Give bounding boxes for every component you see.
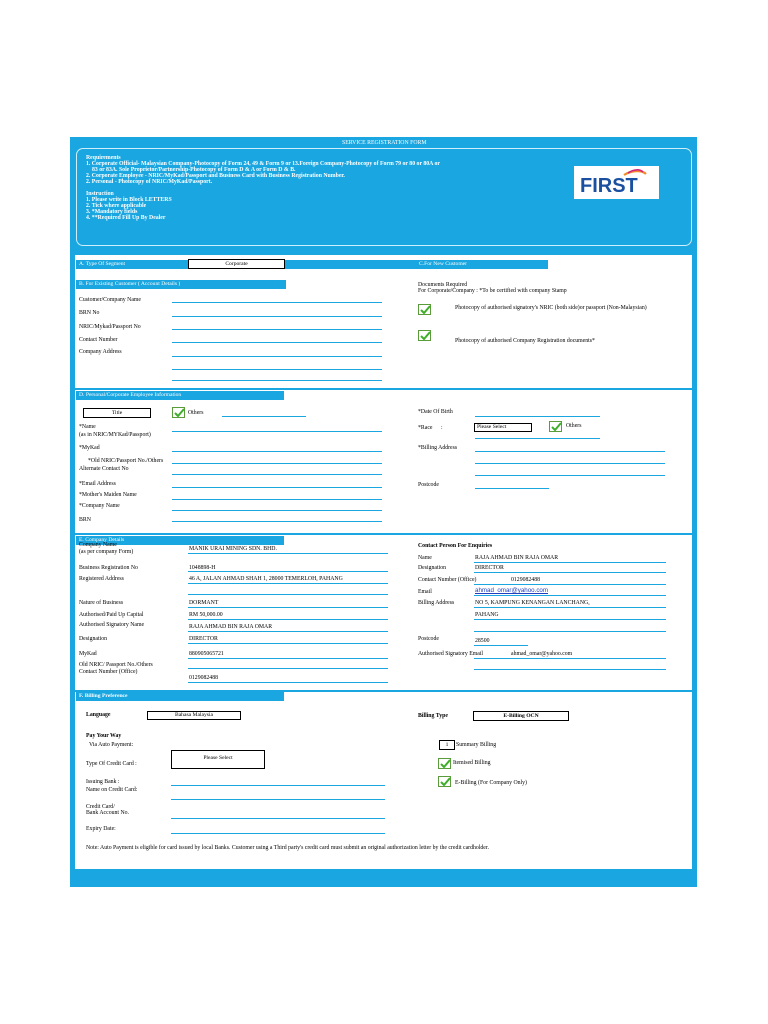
instruction-1: 1. Please write in Block LETTERS (86, 197, 172, 203)
cp-billing-value-1: NO 5, KAMPUNG KENANGAN LANCHANG, (475, 600, 590, 606)
brn-label: BRN No (79, 310, 100, 316)
requirements-heading: Requirements (86, 155, 121, 161)
requirement-2: 2. Corporate Employee - NRIC/MyKad/Passport and Business Card with Business Registration Number. (86, 173, 345, 179)
cp-email-label: Email (418, 589, 432, 595)
name-on-card-field[interactable] (171, 799, 385, 800)
mykad-label: *MyKad (79, 445, 100, 451)
title-others-checkbox[interactable] (172, 407, 185, 418)
logo-text: FIRST (580, 175, 638, 197)
billing-address-field-2[interactable] (475, 463, 665, 464)
cp-designation-field[interactable] (474, 572, 666, 573)
logo (574, 166, 659, 199)
race-select[interactable]: Please Select (474, 423, 532, 432)
maiden-label: *Mother's Maiden Name (79, 492, 137, 498)
race-others-label: Others (566, 423, 582, 429)
section-b-header: B. For Existing Customer ( Account Details ) (76, 280, 286, 289)
first-logo-icon (574, 166, 659, 199)
title-others-field[interactable] (222, 416, 306, 417)
title-others-label: Others (188, 410, 204, 416)
summary-billing-checkbox[interactable]: 1 (439, 740, 455, 750)
check-icon (551, 422, 562, 432)
doc2-label: Photocopy of authorised Company Registration documents* (455, 338, 595, 344)
nric-label: NRIC/Mykad/Passport No (79, 324, 141, 330)
section-a-header: A. Type Of Segment (76, 260, 416, 269)
cp-billing-value-2: PAHANG (475, 612, 499, 618)
race-colon: : (441, 425, 443, 431)
contact-office-value: 0129082488 (189, 675, 218, 681)
company-old-nric-label: Old NRIC/ Passport No./Others (79, 662, 153, 668)
alt-contact-field[interactable] (172, 474, 382, 475)
race-label: *Race (418, 425, 433, 431)
nature-field[interactable] (188, 607, 388, 608)
capital-label: Authorised/Paid Up Capital (79, 612, 144, 618)
reg-address-field-2[interactable] (188, 594, 388, 595)
cp-email-value[interactable]: ahmad_omar@yahoo.com (475, 587, 549, 594)
company-brn-field[interactable] (188, 571, 388, 572)
itemised-billing-label: Itemised Billing (453, 760, 491, 766)
section-d-header: D. Personal/Corporate Employee Information (76, 391, 284, 400)
nature-label: Nature of Business (79, 600, 124, 606)
contact-person-heading: Contact Person For Enquiries (418, 543, 493, 549)
alt-contact-label: Alternate Contact No (79, 466, 129, 472)
cp-email-field[interactable] (474, 595, 666, 596)
cp-name-field[interactable] (474, 562, 666, 563)
issuing-bank-field[interactable] (171, 785, 385, 786)
pay-heading: Pay Your Way (86, 733, 122, 739)
itemised-billing-checkbox[interactable] (438, 758, 451, 769)
name-field[interactable] (172, 431, 382, 432)
name-sub-label: (as in NRIC/MYKad/Passport) (79, 432, 151, 438)
nric-field[interactable] (172, 329, 382, 330)
check-icon (174, 408, 185, 418)
section-f-header: F. Billing Preference (76, 692, 284, 701)
instruction-4: 4. **Required Fill Up By Dealer (86, 215, 166, 221)
cp-billing-label: Billing Address (418, 600, 455, 606)
designation-field[interactable] (188, 643, 388, 644)
cp-billing-field-1[interactable] (474, 607, 666, 608)
cp-billing-field-2[interactable] (474, 619, 666, 620)
ebilling-checkbox[interactable] (438, 776, 451, 787)
billing-address-label: *Billing Address (418, 445, 458, 451)
cp-billing-field-3[interactable] (474, 631, 666, 632)
doc2-checkbox[interactable] (418, 330, 431, 341)
cp-designation-label: Designation (418, 565, 447, 571)
docs-required: Documents Required (418, 282, 468, 288)
address-field-2[interactable] (172, 369, 382, 370)
billing-type-select[interactable]: E-Billing OCN (473, 711, 569, 721)
capital-value: RM 50,000.00 (189, 612, 223, 618)
summary-billing-label: Summary Billing (456, 742, 497, 748)
address-field-1[interactable] (172, 356, 382, 357)
form-title: SERVICE REGISTRATION FORM (342, 140, 427, 146)
name-label: *Name (79, 424, 96, 430)
issuing-bank-label: Issuing Bank : (86, 779, 120, 785)
ebilling-label: E-Billing (For Company Only) (455, 780, 527, 786)
signatory-field[interactable] (188, 631, 388, 632)
billing-type-label: Billing Type (418, 713, 448, 719)
company-name-field[interactable] (188, 553, 388, 554)
reg-address-field-1[interactable] (188, 583, 388, 584)
brn-d-field[interactable] (172, 521, 382, 522)
company-old-nric-field[interactable] (188, 668, 388, 669)
mykad-field[interactable] (172, 451, 382, 452)
divider (75, 388, 692, 390)
card-no-label-1: Credit Card/ (86, 804, 115, 810)
company-mykad-value: 880905065721 (189, 651, 224, 657)
company-brn-value: 1048898-H (189, 565, 216, 571)
designation-label: Designation (79, 636, 108, 642)
auth-email-value: ahmad_omar@yahoo.com (511, 651, 573, 657)
contact-office-field[interactable] (188, 682, 388, 683)
language-label: Language (86, 712, 111, 718)
company-label: *Company Name (79, 503, 120, 509)
cp-postcode-field[interactable] (474, 645, 528, 646)
maiden-field[interactable] (172, 499, 382, 500)
company-field[interactable] (172, 510, 382, 511)
brn-field[interactable] (172, 316, 382, 317)
contact-field[interactable] (172, 342, 382, 343)
reg-address-label: Registered Address (79, 576, 124, 582)
race-others-field[interactable] (475, 438, 600, 439)
section-e-header: E. Company Details (76, 536, 284, 545)
card-type-select[interactable]: Please Select (171, 750, 265, 769)
cp-postcode-value: 28500 (475, 638, 490, 644)
expiry-label: Expiry Date: (86, 826, 116, 832)
company-mykad-label: MyKad (79, 651, 97, 657)
instruction-2: 2. Tick where applicable (86, 203, 147, 209)
postcode-field[interactable] (475, 488, 549, 489)
contact-label: Contact Number (79, 337, 118, 343)
card-type-label: Type Of Credit Card : (86, 761, 137, 767)
requirement-1: 1. Corporate Official- Malaysian Company-Photocopy of Form 24, 49 & Form 9 or 13.Foreign Company-Photocopy of Form 79 or 80 or 80A or (86, 161, 440, 167)
instruction-3: 3. *Mandatory fields (86, 209, 138, 215)
cp-name-label: Name (418, 555, 432, 561)
company-name-value: MANIK URAI MINING SDN. BHD. (189, 546, 277, 552)
doc1-label: Photocopy of authorised signatory's NRIC (both side)or passport (Non-Malaysian) (455, 305, 647, 311)
old-nric-field[interactable] (172, 463, 382, 464)
expiry-field[interactable] (171, 833, 385, 834)
check-icon (420, 305, 431, 315)
check-icon (420, 331, 431, 341)
company-brn-label: Business Registration No (79, 565, 138, 571)
signatory-value: RAJA AHMAD BIN RAJA OMAR (189, 624, 273, 630)
company-name-label: Company Name (79, 542, 117, 548)
card-no-field[interactable] (171, 818, 385, 819)
contact-office-label: Contact Number (Office) (79, 669, 138, 675)
auto-pay-label: Via Auto Payment: (89, 742, 134, 748)
email-field[interactable] (172, 487, 382, 488)
designation-value: DIRECTOR (189, 636, 218, 642)
check-icon (440, 777, 451, 787)
cp-contact-label: Contact Number (Office) (418, 577, 477, 583)
billing-address-field-1[interactable] (475, 451, 665, 452)
old-nric-label: *Old NRIC/Passport No./Others (88, 458, 164, 464)
race-others-checkbox[interactable] (549, 421, 562, 432)
segment-select[interactable]: Corporate (188, 259, 285, 269)
auth-email-label: Authorised Signatory Email (418, 651, 484, 657)
reg-address-value: 46 A, JALAN AHMAD SHAH 1, 28000 TEMERLOH, PAHANG (189, 576, 343, 582)
section-c-header: C.For New Customer (416, 260, 548, 269)
company-mykad-field[interactable] (188, 658, 388, 659)
customer-name-label: Customer/Company Name (79, 297, 141, 303)
customer-name-field[interactable] (172, 302, 382, 303)
signatory-label: Authorised Signatory Name (79, 622, 145, 628)
address-field-3[interactable] (172, 380, 382, 381)
cp-designation-value: DIRECTOR (475, 565, 504, 571)
cp-name-value: RAJA AHMAD BIN RAJA OMAR (475, 555, 559, 561)
doc1-checkbox[interactable] (418, 304, 431, 315)
language-select[interactable]: Bahasa Malaysia (147, 711, 241, 720)
postcode-label: Postcode (418, 482, 439, 488)
nature-value: DORMANT (189, 600, 219, 606)
extra-field[interactable] (474, 669, 666, 670)
dob-label: *Date Of Birth (418, 409, 453, 415)
cp-contact-field[interactable] (474, 584, 666, 585)
auto-payment-note: Note: Auto Payment is eligible for card issued by local Banks. Customer using a Third party's credit card must submit an original authorization letter by the credit cardholder. (86, 845, 489, 851)
brn-d-label: BRN (79, 517, 91, 523)
check-icon (440, 759, 451, 769)
requirement-1b: 83 or 83A. Sole Proprietor/Partnership-Photocopy of Form D & A or Form D & B. (92, 167, 296, 173)
title-select[interactable]: Title (83, 408, 151, 418)
cp-contact-value: 0129082488 (511, 577, 540, 583)
card-no-label-2: Bank Account No. (86, 810, 129, 816)
requirement-3: 2. Personal - Photocopy of NRIC/MyKad/Passport. (86, 179, 213, 185)
cp-postcode-label: Postcode (418, 636, 439, 642)
capital-field[interactable] (188, 619, 388, 620)
billing-address-field-3[interactable] (475, 475, 665, 476)
name-on-card-label: Name on Credit Card: (86, 787, 138, 793)
docs-note: For Corporate/Company : *To be certified with company Stamp (418, 288, 567, 294)
dob-field[interactable] (475, 416, 600, 417)
divider (75, 533, 692, 535)
company-name-sub: (as per company Form) (79, 549, 134, 555)
auth-email-field[interactable] (474, 658, 666, 659)
email-label: *Email Address (79, 481, 116, 487)
address-label: Company Address (79, 349, 122, 355)
instruction-heading: Instruction (86, 191, 114, 197)
